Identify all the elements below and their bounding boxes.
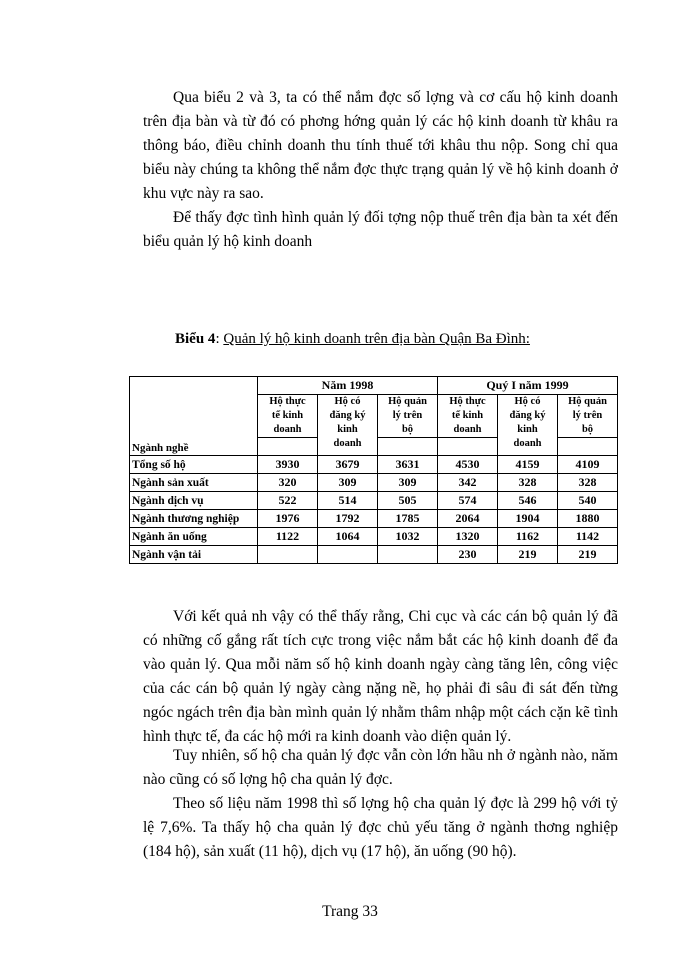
value-cell: 309: [318, 474, 378, 492]
row-header-cell: [130, 377, 258, 456]
table-row: [130, 456, 618, 474]
subheader-spacer: [558, 438, 618, 456]
paragraph-however: Tuy nhiên, số hộ cha quản lý đợc vẫn còn lớn hầu nh ở ngành nào, năm nào cũng có số lợng hộ cha quản lý đợc.: [143, 747, 618, 788]
value-cell: 328: [498, 474, 558, 492]
value-cell: 1032: [378, 528, 438, 546]
value-cell: 1880: [558, 510, 618, 528]
row-label: Ngành ăn uống: [130, 528, 258, 546]
value-cell: 4530: [438, 456, 498, 474]
row-label: Ngành sản xuất: [130, 474, 258, 492]
value-cell: [258, 546, 318, 564]
value-cell: 230: [438, 546, 498, 564]
value-cell: 2064: [438, 510, 498, 528]
value-cell: 328: [558, 474, 618, 492]
value-cell: 1976: [258, 510, 318, 528]
paragraph-intro-2: Để thấy đợc tình hình quản lý đối tợng nộp thuế trên địa bàn ta xét đến biểu quản lý hộ kinh doanh: [143, 209, 618, 250]
table-row: [130, 492, 618, 510]
value-cell: 505: [378, 492, 438, 510]
value-cell: 1904: [498, 510, 558, 528]
caption-label: Biểu 4: [175, 331, 216, 347]
table-row: [130, 546, 618, 564]
subheader-managed-1999: Hộ quản lý trên bộ: [558, 395, 618, 438]
value-cell: 1785: [378, 510, 438, 528]
paragraph-intro: Qua biểu 2 và 3, ta có thể nắm đợc số lợng và cơ cấu hộ kinh doanh trên địa bàn và từ đó có phơng hớng quản lý các hộ kinh doanh từ khâu ra thông báo, điều chỉnh doanh thu tính thuế tới khâu thu nộp. Song chỉ qua biểu này chúng ta không thể nắm đợc thực trạng quản lý về hộ kinh doanh ở khu vực này ra sao.: [143, 89, 618, 202]
table-row: [130, 510, 618, 528]
subheader-managed-1998: Hộ quản lý trên bộ: [378, 395, 438, 438]
value-cell: 320: [258, 474, 318, 492]
row-label: Ngành vận tải: [130, 546, 258, 564]
value-cell: 3679: [318, 456, 378, 474]
value-cell: 4109: [558, 456, 618, 474]
row-header-label: Ngành nghề: [132, 442, 189, 454]
subheader-registered-1998: Hộ có đăng ký kinh doanh: [318, 395, 378, 456]
value-cell: 522: [258, 492, 318, 510]
value-cell: 342: [438, 474, 498, 492]
year-header-1998: Năm 1998: [258, 377, 438, 395]
paragraph-result: Với kết quả nh vậy có thể thấy rằng, Chi cục và các cán bộ quản lý đã có những cố gắng rất tích cực trong việc nắm bắt các hộ kinh doanh để đa vào quản lý. Qua mỗi năm số hộ kinh doanh ngày càng tăng lên, công việc của các cán bộ quản lý ngày càng nặng nề, họ phải đi sâu đi sát đến từng ngóc ngách trên địa bàn mình quản lý nhằm thâm nhập một cách cặn kẽ tình hình thực tế, đa các hộ mới ra kinh doanh vào diện quản lý.: [143, 608, 618, 745]
value-cell: 540: [558, 492, 618, 510]
value-cell: 574: [438, 492, 498, 510]
row-label: Ngành dịch vụ: [130, 492, 258, 510]
value-cell: 514: [318, 492, 378, 510]
caption-separator: :: [215, 331, 224, 347]
year-header-1999: Quý I năm 1999: [438, 377, 618, 395]
table-row: [130, 474, 618, 492]
value-cell: 219: [498, 546, 558, 564]
table-row: [130, 528, 618, 546]
subheader-actual-1999: Hộ thực tế kinh doanh: [438, 395, 498, 438]
household-management-table: [129, 376, 618, 564]
value-cell: [378, 546, 438, 564]
table-body: [130, 456, 618, 564]
value-cell: 3631: [378, 456, 438, 474]
subheader-actual-1998: Hộ thực tế kinh doanh: [258, 395, 318, 438]
value-cell: 219: [558, 546, 618, 564]
value-cell: 546: [498, 492, 558, 510]
table-caption: [175, 331, 530, 348]
page-number: Trang 33: [322, 903, 378, 920]
value-cell: [318, 546, 378, 564]
value-cell: 1122: [258, 528, 318, 546]
value-cell: 309: [378, 474, 438, 492]
subheader-spacer: [438, 438, 498, 456]
row-label: Ngành thương nghiệp: [130, 510, 258, 528]
subheader-spacer: [258, 438, 318, 456]
value-cell: 3930: [258, 456, 318, 474]
value-cell: 1064: [318, 528, 378, 546]
value-cell: 1162: [498, 528, 558, 546]
value-cell: 1792: [318, 510, 378, 528]
value-cell: 1142: [558, 528, 618, 546]
subheader-spacer: [378, 438, 438, 456]
value-cell: 1320: [438, 528, 498, 546]
row-label: Tổng số hộ: [130, 456, 258, 474]
paragraph-statistics: Theo số liệu năm 1998 thì số lợng hộ cha quản lý đợc là 299 hộ với tỷ lệ 7,6%. Ta thấy hộ cha quản lý đợc chủ yếu tăng ở ngành thơng nghiệp (184 hộ), sản xuất (11 hộ), dịch vụ (17 hộ), ăn uống (90 hộ).: [143, 795, 618, 860]
caption-title: Quản lý hộ kinh doanh trên địa bàn Quận Ba Đình:: [223, 331, 530, 347]
value-cell: 4159: [498, 456, 558, 474]
subheader-registered-1999: Hộ có đăng ký kinh doanh: [498, 395, 558, 456]
